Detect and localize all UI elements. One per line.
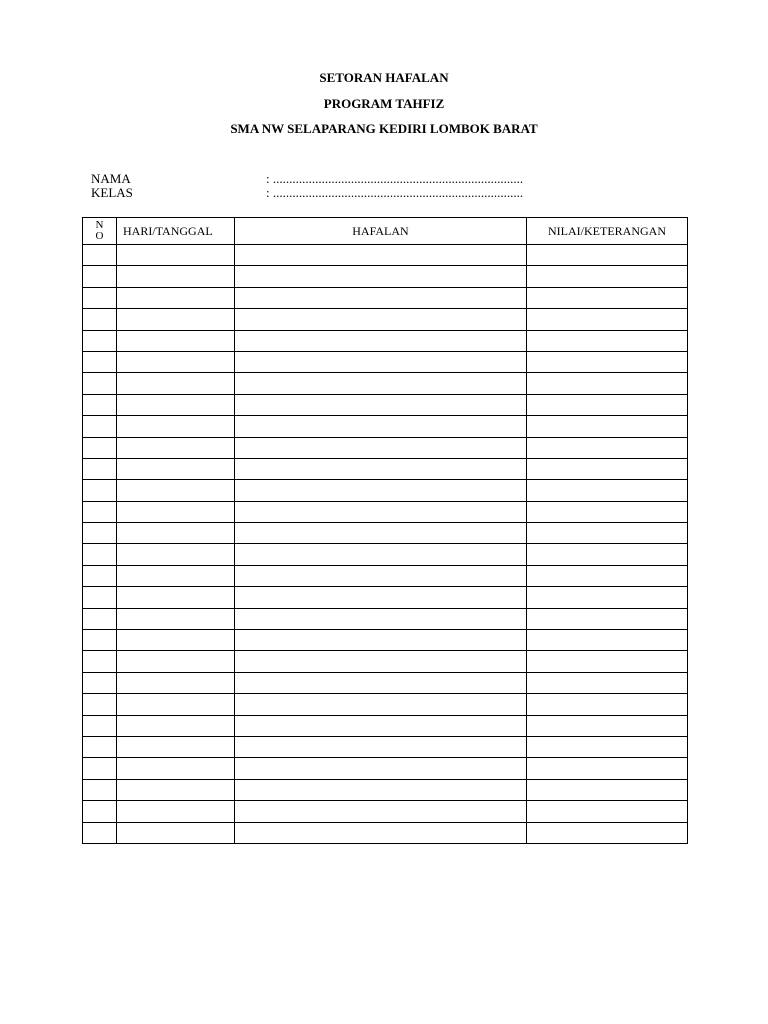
table-row <box>83 736 688 757</box>
cell-hafalan <box>235 715 527 736</box>
cell-hari-tanggal <box>117 779 235 800</box>
cell-no <box>83 480 117 501</box>
cell-nilai-keterangan <box>527 779 688 800</box>
cell-no <box>83 501 117 522</box>
document-title: SETORAN HAFALAN <box>319 70 449 85</box>
cell-hafalan <box>235 565 527 586</box>
cell-no <box>83 587 117 608</box>
cell-hari-tanggal <box>117 651 235 672</box>
cell-hafalan <box>235 458 527 479</box>
cell-nilai-keterangan <box>527 266 688 287</box>
cell-no <box>83 715 117 736</box>
table-row <box>83 394 688 415</box>
table-row <box>83 822 688 843</box>
table-row <box>83 587 688 608</box>
table-row <box>83 437 688 458</box>
cell-no <box>83 694 117 715</box>
cell-nilai-keterangan <box>527 480 688 501</box>
cell-hari-tanggal <box>117 801 235 822</box>
kelas-field <box>91 185 523 200</box>
cell-nilai-keterangan <box>527 458 688 479</box>
table-row <box>83 801 688 822</box>
column-header-nilai-keterangan: NILAI/KETERANGAN <box>527 218 688 245</box>
cell-hafalan <box>235 523 527 544</box>
column-header-no <box>83 218 117 245</box>
cell-nilai-keterangan <box>527 501 688 522</box>
cell-nilai-keterangan <box>527 565 688 586</box>
cell-no <box>83 822 117 843</box>
cell-hari-tanggal <box>117 736 235 757</box>
setoran-table <box>82 217 688 844</box>
column-header-hafalan: HAFALAN <box>235 218 527 245</box>
cell-hafalan <box>235 416 527 437</box>
nama-blank: : ............................................................................. <box>266 171 524 186</box>
cell-hafalan <box>235 309 527 330</box>
cell-nilai-keterangan <box>527 287 688 308</box>
cell-hari-tanggal <box>117 437 235 458</box>
cell-no <box>83 394 117 415</box>
cell-hari-tanggal <box>117 822 235 843</box>
cell-hafalan <box>235 266 527 287</box>
cell-hafalan <box>235 480 527 501</box>
table-row <box>83 501 688 522</box>
cell-hari-tanggal <box>117 630 235 651</box>
cell-no <box>83 416 117 437</box>
cell-no <box>83 437 117 458</box>
cell-nilai-keterangan <box>527 801 688 822</box>
column-header-no-text: N O <box>95 219 104 242</box>
cell-hafalan <box>235 330 527 351</box>
cell-hari-tanggal <box>117 245 235 266</box>
table-row <box>83 565 688 586</box>
table-row <box>83 330 688 351</box>
cell-hari-tanggal <box>117 608 235 629</box>
cell-hafalan <box>235 801 527 822</box>
cell-no <box>83 651 117 672</box>
table-header-row <box>83 218 688 245</box>
table-row <box>83 779 688 800</box>
table-row <box>83 245 688 266</box>
cell-hafalan <box>235 779 527 800</box>
cell-hafalan <box>235 630 527 651</box>
column-header-hari-tanggal: HARI/TANGGAL <box>117 218 235 245</box>
cell-nilai-keterangan <box>527 822 688 843</box>
cell-hafalan <box>235 287 527 308</box>
cell-hari-tanggal <box>117 672 235 693</box>
table-row <box>83 287 688 308</box>
table-row <box>83 458 688 479</box>
table-row <box>83 715 688 736</box>
table-row <box>83 416 688 437</box>
cell-hafalan <box>235 373 527 394</box>
cell-nilai-keterangan <box>527 373 688 394</box>
cell-no <box>83 672 117 693</box>
cell-hafalan <box>235 437 527 458</box>
kelas-label: KELAS <box>91 185 133 200</box>
cell-no <box>83 266 117 287</box>
cell-nilai-keterangan <box>527 630 688 651</box>
cell-hari-tanggal <box>117 523 235 544</box>
cell-no <box>83 801 117 822</box>
cell-hari-tanggal <box>117 309 235 330</box>
cell-nilai-keterangan <box>527 394 688 415</box>
cell-hari-tanggal <box>117 351 235 372</box>
nama-field <box>91 171 523 186</box>
cell-hafalan <box>235 822 527 843</box>
cell-hari-tanggal <box>117 394 235 415</box>
table-row <box>83 351 688 372</box>
cell-nilai-keterangan <box>527 694 688 715</box>
table-row <box>83 694 688 715</box>
cell-hafalan <box>235 245 527 266</box>
table-row <box>83 608 688 629</box>
cell-hafalan <box>235 736 527 757</box>
cell-no <box>83 630 117 651</box>
table-row <box>83 266 688 287</box>
cell-no <box>83 758 117 779</box>
cell-hari-tanggal <box>117 287 235 308</box>
table-row <box>83 309 688 330</box>
cell-hari-tanggal <box>117 758 235 779</box>
cell-nilai-keterangan <box>527 587 688 608</box>
cell-no <box>83 373 117 394</box>
cell-hafalan <box>235 394 527 415</box>
cell-nilai-keterangan <box>527 437 688 458</box>
cell-hafalan <box>235 694 527 715</box>
cell-hafalan <box>235 351 527 372</box>
cell-no <box>83 351 117 372</box>
cell-nilai-keterangan <box>527 672 688 693</box>
table-row <box>83 523 688 544</box>
table-row <box>83 672 688 693</box>
cell-no <box>83 544 117 565</box>
cell-nilai-keterangan <box>527 758 688 779</box>
cell-nilai-keterangan <box>527 416 688 437</box>
cell-no <box>83 287 117 308</box>
cell-hari-tanggal <box>117 330 235 351</box>
cell-no <box>83 608 117 629</box>
nama-label: NAMA <box>91 171 131 186</box>
cell-nilai-keterangan <box>527 544 688 565</box>
cell-no <box>83 736 117 757</box>
cell-hafalan <box>235 608 527 629</box>
table-row <box>83 373 688 394</box>
cell-no <box>83 245 117 266</box>
cell-hari-tanggal <box>117 373 235 394</box>
cell-no <box>83 458 117 479</box>
cell-hari-tanggal <box>117 458 235 479</box>
table-row <box>83 544 688 565</box>
cell-hari-tanggal <box>117 694 235 715</box>
cell-nilai-keterangan <box>527 351 688 372</box>
cell-nilai-keterangan <box>527 651 688 672</box>
cell-hari-tanggal <box>117 480 235 501</box>
cell-no <box>83 523 117 544</box>
cell-hari-tanggal <box>117 715 235 736</box>
cell-hari-tanggal <box>117 587 235 608</box>
cell-nilai-keterangan <box>527 330 688 351</box>
cell-no <box>83 779 117 800</box>
cell-nilai-keterangan <box>527 309 688 330</box>
cell-nilai-keterangan <box>527 608 688 629</box>
cell-hafalan <box>235 651 527 672</box>
kelas-blank: : ............................................................................. <box>266 185 524 200</box>
cell-no <box>83 309 117 330</box>
cell-nilai-keterangan <box>527 523 688 544</box>
cell-hafalan <box>235 501 527 522</box>
table-row <box>83 758 688 779</box>
table-body <box>83 245 688 844</box>
cell-hafalan <box>235 758 527 779</box>
table-row <box>83 480 688 501</box>
cell-no <box>83 330 117 351</box>
cell-nilai-keterangan <box>527 736 688 757</box>
cell-hari-tanggal <box>117 565 235 586</box>
cell-hari-tanggal <box>117 501 235 522</box>
cell-hafalan <box>235 587 527 608</box>
school-name: SMA NW SELAPARANG KEDIRI LOMBOK BARAT <box>230 121 538 136</box>
table-row <box>83 651 688 672</box>
cell-hari-tanggal <box>117 266 235 287</box>
cell-hafalan <box>235 672 527 693</box>
program-title: PROGRAM TAHFIZ <box>323 96 445 111</box>
cell-nilai-keterangan <box>527 715 688 736</box>
cell-hari-tanggal <box>117 416 235 437</box>
cell-hafalan <box>235 544 527 565</box>
cell-nilai-keterangan <box>527 245 688 266</box>
cell-no <box>83 565 117 586</box>
table-row <box>83 630 688 651</box>
cell-hari-tanggal <box>117 544 235 565</box>
